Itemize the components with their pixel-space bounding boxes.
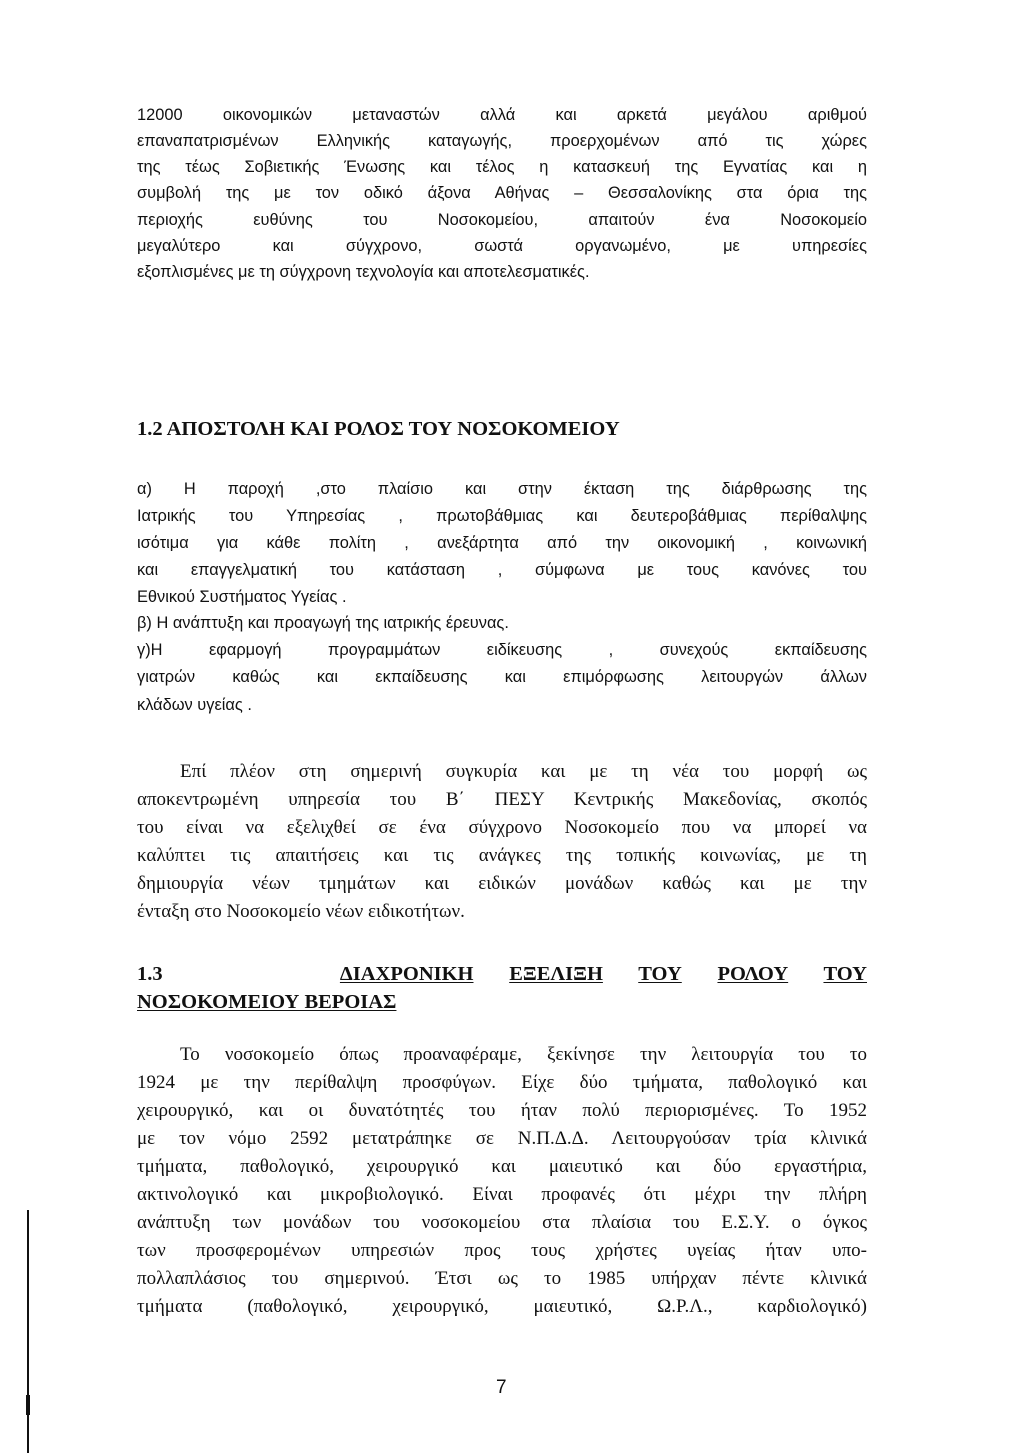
page-number: 7	[496, 1377, 507, 1398]
history-line: ακτινολογικό και μικροβιολογικό. Είναι προφανές ότι μέχρι την πλήρη	[137, 1184, 867, 1205]
mission-paragraph-line: δημιουργία νέων τμημάτων και ειδικών μονάδων καθώς και με την	[137, 873, 867, 894]
mission-line: β) Η ανάπτυξη και προαγωγή της ιατρικής έρευνας.	[137, 614, 509, 632]
history-line: πολλαπλάσιος του σημερινού. Έτσι ως το 1985 υπήρχαν πέντε κλινικά	[137, 1268, 867, 1289]
heading-word: ΔΙΑΧΡΟΝΙΚΗ	[339, 963, 474, 985]
mission-line: α) Η παροχή ,στο πλαίσιο και στην έκταση της διάρθρωσης της	[137, 480, 867, 498]
heading-word: ΕΞΕΛΙΞΗ	[509, 963, 603, 985]
section-1-3-heading-line1	[137, 960, 867, 988]
history-line: Το νοσοκομείο όπως προαναφέραμε, ξεκίνησε την λειτουργία του το	[180, 1044, 867, 1065]
intro-line: μεγαλύτερο και σύγχρονο, σωστά οργανωμένο, με υπηρεσίες	[137, 237, 867, 255]
intro-line: 12000 οικονομικών μεταναστών αλλά και αρκετά μεγάλου αριθμού	[137, 106, 867, 124]
mission-paragraph-line: του είναι να εξελιχθεί σε ένα σύγχρονο Νοσοκομείο που να μπορεί να	[137, 817, 867, 838]
intro-line: επαναπατρισμένων Ελληνικής καταγωγής, προερχομένων από τις χώρες	[137, 132, 867, 150]
intro-line: εξοπλισμένες με τη σύγχρονη τεχνολογία και αποτελεσματικές.	[137, 263, 590, 281]
heading-word: ΡΟΛΟΥ	[717, 963, 789, 985]
history-line: τμήματα, παθολογικό, χειρουργικό και μαιευτικό και δύο εργαστήρια,	[137, 1156, 867, 1177]
mission-paragraph-line: αποκεντρωμένη υπηρεσία του Β΄ ΠΕΣΥ Κεντρικής Μακεδονίας, σκοπός	[137, 789, 867, 810]
mission-paragraph-line: ένταξη στο Νοσοκομείο νέων ειδικοτήτων.	[137, 901, 465, 922]
mission-line: γιατρών καθώς και εκπαίδευσης και επιμόρφωσης λειτουργών άλλων	[137, 668, 867, 686]
mission-line: ισότιμα για κάθε πολίτη , ανεξάρτητα από την οικονομική , κοινωνική	[137, 534, 867, 552]
mission-paragraph-line: καλύπτει τις απαιτήσεις και τις ανάγκες της τοπικής κοινωνίας, με τη	[137, 845, 867, 866]
mission-line: Ιατρικής του Υπηρεσίας , πρωτοβάθμιας και δευτεροβάθμιας περίθαλψης	[137, 507, 867, 525]
scan-edge-mark	[27, 1210, 29, 1453]
mission-paragraph-line: Επί πλέον στη σημερινή συγκυρία και με τη νέα του μορφή ως	[180, 761, 867, 782]
mission-line: Εθνικού Συστήματος Υγείας .	[137, 588, 347, 606]
history-line: με τον νόμο 2592 μετατράπηκε σε Ν.Π.Δ.Δ. Λειτουργούσαν τρία κλινικά	[137, 1128, 867, 1149]
section-1-3-number: 1.3	[137, 963, 163, 985]
history-line: ανάπτυξη των μονάδων του νοσοκομείου στα πλαίσια του Ε.Σ.Υ. ο όγκος	[137, 1212, 867, 1233]
mission-line: γ)Η εφαρμογή προγραμμάτων ειδίκευσης , συνεχούς εκπαίδευσης	[137, 641, 867, 659]
intro-line: συμβολή της με τον οδικό άξονα Αθήνας – Θεσσαλονίκης στα όρια της	[137, 184, 867, 202]
section-1-3-heading-line2	[137, 988, 396, 1016]
intro-line: της τέως Σοβιετικής Ένωσης και τέλος η κατασκευή της Εγνατίας και η	[137, 158, 867, 176]
history-line: τμήματα (παθολογικό, χειρουργικό, μαιευτικό, Ω.Ρ.Λ., καρδιολογικό)	[137, 1296, 867, 1317]
intro-line: περιοχής ευθύνης του Νοσοκομείου, απαιτούν ένα Νοσοκομείο	[137, 211, 867, 229]
history-line: 1924 με την περίθαλψη προσφύγων. Είχε δύο τμήματα, παθολογικό και	[137, 1072, 867, 1093]
history-line: των προσφερομένων υπηρεσιών προς τους χρήστες υγείας ήταν υπο-	[137, 1240, 867, 1261]
section-1-2-heading: 1.2 ΑΠΟΣΤΟΛΗ ΚΑΙ ΡΟΛΟΣ ΤΟΥ ΝΟΣΟΚΟΜΕΙΟΥ	[137, 418, 620, 440]
heading-word: ΤΟΥ	[823, 963, 867, 985]
heading-word: ΤΟΥ	[638, 963, 682, 985]
mission-line: και επαγγελματική του κατάσταση , σύμφωνα με τους κανόνες του	[137, 561, 867, 579]
history-line: χειρουργικό, και οι δυνατότητές του ήταν πολύ περιορισμένες. Το 1952	[137, 1100, 867, 1121]
mission-line: κλάδων υγείας .	[137, 696, 252, 714]
scan-edge-mark	[26, 1395, 30, 1415]
section-1-3-heading-text: ΝΟΣΟΚΟΜΕΙΟΥ ΒΕΡΟΙΑΣ	[137, 991, 397, 1013]
